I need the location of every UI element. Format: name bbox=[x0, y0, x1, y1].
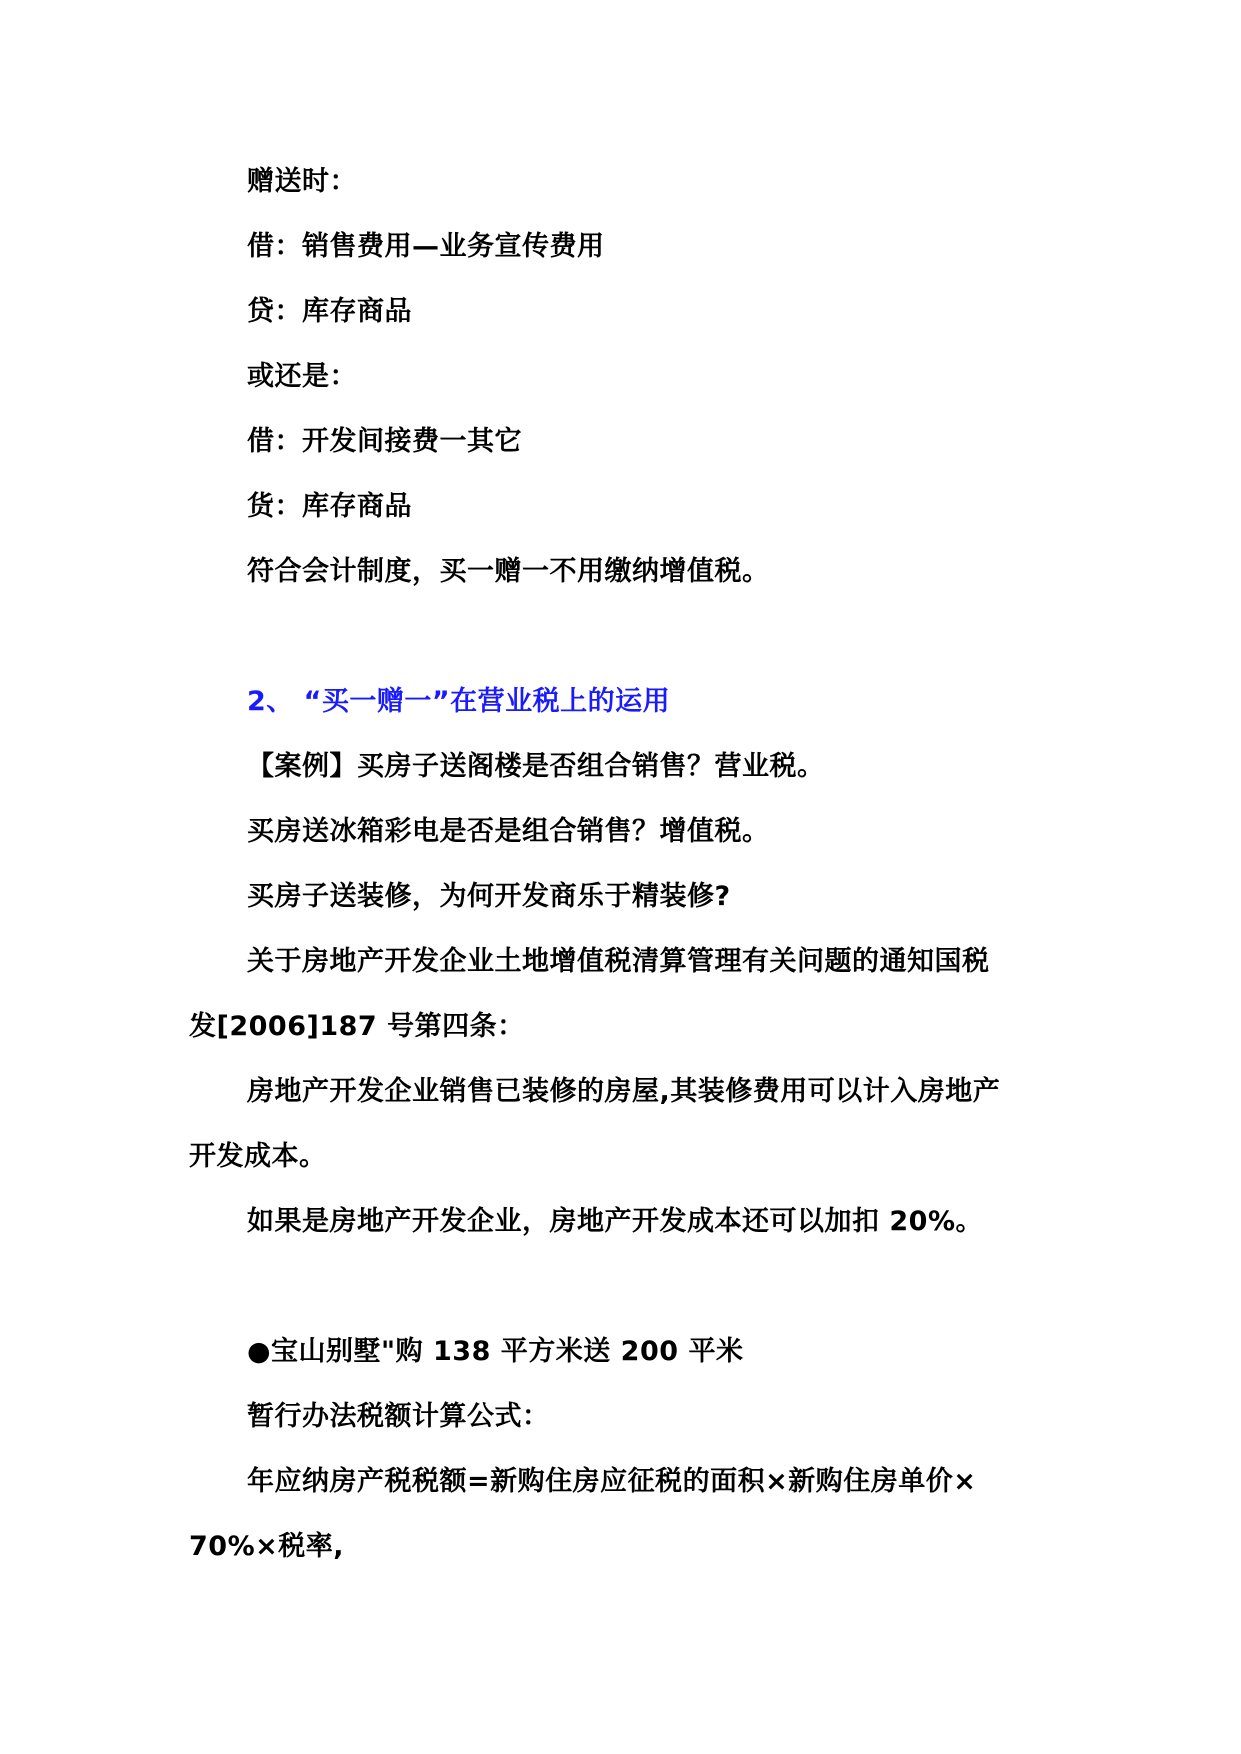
section-heading: 2、 “买一赠一”在营业税上的运用 bbox=[247, 686, 671, 717]
text-line-additional-deduction: 如果是房地产开发企业，房地产开发成本还可以加扣 20%。 bbox=[247, 1206, 984, 1237]
text-line-formula: 年应纳房产税税额=新购住房应征税的面积×新购住房单价× bbox=[247, 1466, 977, 1497]
text-line-baoshan-villa: ●宝山别墅"购 138 平方米送 200 平米 bbox=[247, 1336, 744, 1367]
text-line-credit-inventory: 贷：库存商品 bbox=[247, 296, 412, 327]
text-line-debit-sales-expense: 借：销售费用—业务宣传费用 bbox=[247, 231, 605, 262]
text-line-notice-number: 发[2006]187 号第四条： bbox=[189, 1011, 525, 1042]
text-line-decoration: 买房子送装修，为何开发商乐于精装修? bbox=[247, 881, 731, 912]
text-line-decoration-cost: 房地产开发企业销售已装修的房屋,其装修费用可以计入房地产 bbox=[247, 1076, 1001, 1107]
text-line-gift-time: 赠送时： bbox=[247, 166, 357, 197]
text-line-formula-title: 暂行办法税额计算公式： bbox=[247, 1401, 550, 1432]
text-line-debit-indirect-cost: 借：开发间接费一其它 bbox=[247, 426, 522, 457]
text-line-case-attic: 【案例】买房子送阁楼是否组合销售？营业税。 bbox=[247, 751, 825, 782]
text-line-fridge-tv: 买房送冰箱彩电是否是组合销售？增值税。 bbox=[247, 816, 770, 847]
text-line-accounting-conclusion: 符合会计制度，买一赠一不用缴纳增值税。 bbox=[247, 556, 770, 587]
text-line-notice-title: 关于房地产开发企业土地增值税清算管理有关问题的通知国税 bbox=[247, 946, 990, 977]
text-line-goods-inventory: 货：库存商品 bbox=[247, 491, 412, 522]
text-line-development-cost: 开发成本。 bbox=[189, 1141, 327, 1172]
text-line-or-still: 或还是： bbox=[247, 361, 357, 392]
text-line-formula-rate: 70%×税率, bbox=[189, 1531, 345, 1562]
